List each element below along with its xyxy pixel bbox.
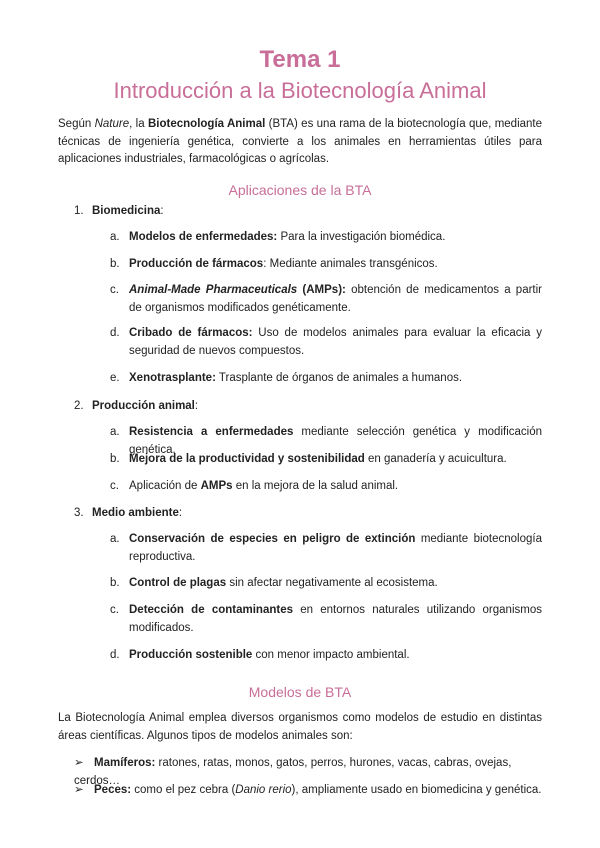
list-label: Biomedicina xyxy=(92,205,161,217)
bullet-bold: Mamíferos: xyxy=(94,757,156,769)
sub-bold: Conservación de especies en peligro de extinción xyxy=(129,533,416,545)
list-number: 3. xyxy=(74,507,84,519)
sub-item xyxy=(110,256,542,274)
bullet-text: ), ampliamente usado en biomedicina y genética. xyxy=(291,784,542,796)
sub-text: : Mediante animales transgénicos. xyxy=(263,258,438,270)
bullet-text: ratones, ratas, monos, gatos, perros, hurones, vacas, cabras, ovejas, cerdos… xyxy=(74,757,512,787)
page-subtitle: Introducción a la Biotecnología Animal xyxy=(113,78,487,103)
arrow-bullet-icon: ➢ xyxy=(74,757,84,769)
sub-item xyxy=(110,478,542,496)
sub-text: en la mejora de la salud animal. xyxy=(232,480,399,492)
sub-letter: b. xyxy=(110,453,120,465)
sub-bold: Modelos de enfermedades: xyxy=(129,231,278,243)
bullet-text: como el pez cebra ( xyxy=(131,784,236,796)
sub-bold: Xenotrasplante: xyxy=(129,372,216,384)
sub-item xyxy=(110,451,542,469)
sub-letter: c. xyxy=(110,604,119,616)
list-item-produccion-animal xyxy=(74,398,198,416)
intro-nature: Nature xyxy=(94,118,130,130)
intro-text: Según xyxy=(58,118,95,130)
sub-item xyxy=(110,647,542,665)
list-label: Producción animal xyxy=(92,400,195,412)
sub-letter: a. xyxy=(110,231,120,243)
sub-bold: Detección de contaminantes xyxy=(129,604,293,616)
sub-letter: b. xyxy=(110,258,120,270)
sub-text: mediante selección genética y modificación genética. xyxy=(129,426,542,456)
page-title: Tema 1 xyxy=(259,46,341,73)
sub-text: obtención de medicamentos a partir de organismos modificados genéticamente. xyxy=(129,284,543,314)
list-label: Medio ambiente xyxy=(92,507,179,519)
sub-item xyxy=(110,531,542,566)
sub-bold: Producción de fármacos xyxy=(129,258,264,270)
list-number: 1. xyxy=(74,205,84,217)
sub-letter: d. xyxy=(110,649,120,661)
sub-text: en ganadería y acuicultura. xyxy=(364,453,507,465)
intro-text: (BTA) es una rama de la biotecnología que, mediante técnicas de ingeniería genética, convierte a los animales en herramientas útiles para aplicaciones industriales, farmacológicas o agrícolas. xyxy=(58,118,543,165)
sub-bold: Resistencia a enfermedades xyxy=(129,426,294,438)
sub-letter: b. xyxy=(110,577,120,589)
sub-letter: a. xyxy=(110,533,120,545)
sub-text: Trasplante de órganos de animales a humanos. xyxy=(215,372,463,384)
sub-letter: e. xyxy=(110,372,120,384)
sub-text: mediante biotecnología reproductiva. xyxy=(129,533,542,563)
bullet-item-peces xyxy=(74,782,544,800)
sub-letter: c. xyxy=(110,284,119,296)
sub-item xyxy=(110,282,542,317)
sub-letter: c. xyxy=(110,480,119,492)
bullet-italic: Danio rerio xyxy=(235,784,292,796)
list-item-biomedicina xyxy=(74,203,164,221)
sub-letter: d. xyxy=(110,327,120,339)
list-colon: : xyxy=(160,205,164,217)
list-colon: : xyxy=(178,507,183,519)
list-colon: : xyxy=(194,400,199,412)
modelos-paragraph: La Biotecnología Animal emplea diversos organismos como modelos de estudio en distintas áreas científicas. Algunos tipos de modelos animales son: xyxy=(58,712,542,742)
sub-bold: (AMPs): xyxy=(297,284,346,296)
bullet-bold: Peces: xyxy=(94,784,132,796)
arrow-bullet-icon: ➢ xyxy=(74,784,84,796)
intro-text: , la xyxy=(129,118,148,130)
sub-italic: Animal-Made Pharmaceuticals xyxy=(129,284,298,296)
sub-bold: Control de plagas xyxy=(129,577,227,589)
sub-item xyxy=(110,370,542,388)
sub-item xyxy=(110,229,542,247)
sub-letter: a. xyxy=(110,426,120,438)
sub-bold: Cribado de fármacos: xyxy=(129,327,253,339)
sub-bold: AMPs xyxy=(200,480,233,492)
sub-text: en entornos naturales utilizando organismos modificados. xyxy=(129,604,542,634)
sub-item xyxy=(110,325,542,360)
section-title-modelos: Modelos de BTA xyxy=(248,684,352,700)
sub-text: Aplicación de xyxy=(129,480,201,492)
sub-text: con menor impacto ambiental. xyxy=(252,649,410,661)
sub-item xyxy=(110,575,542,593)
sub-bold: Producción sostenible xyxy=(129,649,253,661)
sub-bold: Mejora de la productividad y sostenibilidad xyxy=(129,453,365,465)
sub-text: Uso de modelos animales para evaluar la eficacia y seguridad de nuevos compuestos. xyxy=(129,327,542,357)
list-item-medio-ambiente xyxy=(74,505,182,523)
sub-item xyxy=(110,602,542,637)
section-title-aplicaciones: Aplicaciones de la BTA xyxy=(228,182,372,198)
list-number: 2. xyxy=(74,400,84,412)
intro-bta: Biotecnología Animal xyxy=(148,118,266,130)
sub-text: Para la investigación biomédica. xyxy=(277,231,446,243)
sub-text: sin afectar negativamente al ecosistema. xyxy=(226,577,438,589)
intro-paragraph xyxy=(58,116,542,169)
